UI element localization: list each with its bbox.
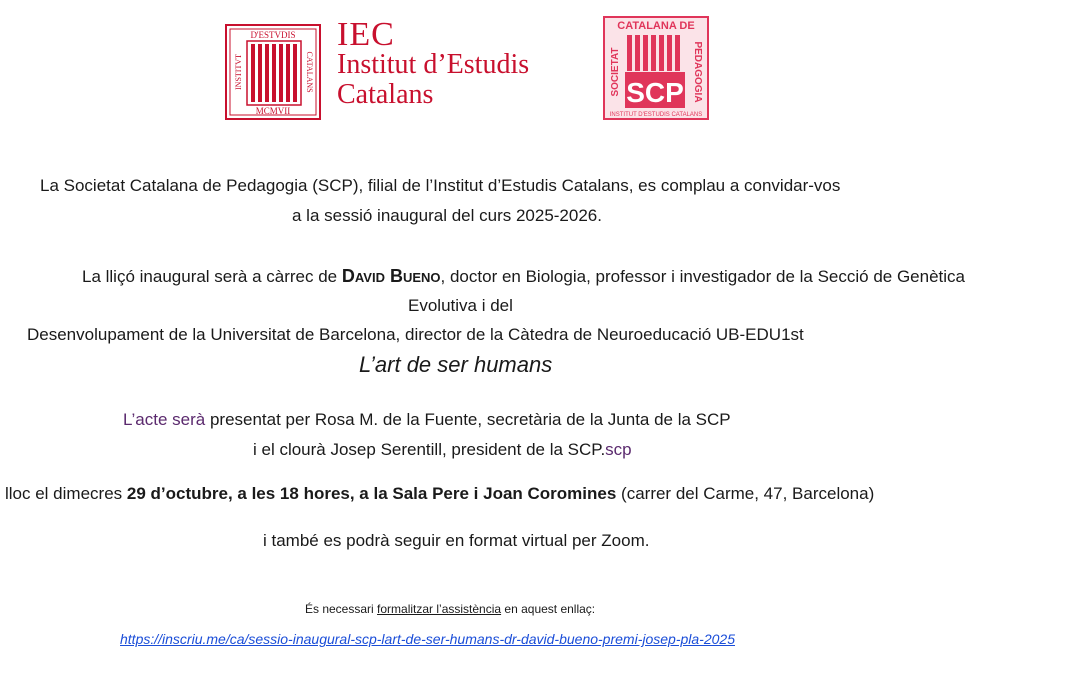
- scp-seal-icon: [603, 16, 709, 120]
- place-suffix: (carrer del Carme, 47, Barcelona): [616, 484, 875, 503]
- act-rest: presentat per Rosa M. de la Fuente, secretària de la Junta de la SCP: [205, 410, 731, 429]
- iec-name-line2: Catalans: [337, 79, 434, 110]
- lecture-title: L’art de ser humans: [359, 352, 553, 377]
- required-line: [305, 602, 595, 616]
- scp-top-text: CATALANA DE: [617, 20, 695, 32]
- iec-seal-left-text: INSTITVT: [234, 54, 243, 90]
- intro-line-2: a la sessió inaugural del curs 2025-2026.: [292, 206, 602, 225]
- required-prefix: És necessari: [305, 602, 378, 616]
- place-line: [5, 484, 874, 504]
- registration-url-link[interactable]: https://inscriu.me/ca/sessio-inaugural-scp-lart-de-ser-humans-dr-david-bueno-premi-josep-pla-2025: [120, 631, 735, 647]
- lecturer-name: David Bueno: [341, 266, 441, 286]
- register-link[interactable]: formalitzar l’assistència: [377, 602, 502, 616]
- intro-line-1: La Societat Catalana de Pedagogia (SCP), filial de l’Institut d’Estudis Catalans, es complau a convidar-vos: [40, 176, 841, 195]
- place-prefix: lloc el dimecres: [5, 484, 127, 503]
- scp-bottom-text: INSTITUT D'ESTUDIS CATALANS: [609, 112, 703, 118]
- zoom-line: i també es podrà seguir en format virtual per Zoom.: [263, 531, 650, 550]
- required-suffix: en aquest enllaç:: [501, 602, 596, 616]
- lecture-line-2: Evolutiva i del: [408, 296, 513, 315]
- lecture-line-1: [82, 266, 965, 287]
- lecture-line-3: Desenvolupament de la Universitat de Barcelona, director de la Càtedra de Neuroeducació UB-EDU1st: [27, 325, 804, 344]
- close-line: [253, 440, 632, 460]
- scp-left-text: SOCIETAT: [610, 47, 621, 97]
- iec-seal-right-text: CATALANS: [305, 51, 314, 93]
- scp-center-text: SCP: [626, 77, 684, 108]
- act-line: [123, 410, 731, 430]
- iec-seal-bottom-text: MCMVII: [255, 106, 291, 116]
- place-bold: 29 d’octubre, a les 18 hores, a la Sala Pere i Joan Coromines: [126, 484, 617, 503]
- iec-seal-top-text: D'ESTVDIS: [250, 30, 296, 40]
- scp-right-text: PEDAGOGIA: [692, 41, 703, 103]
- iec-name-line1: Institut d’Estudis: [337, 49, 530, 80]
- iec-abbr: IEC: [337, 16, 395, 53]
- iec-seal-icon: [225, 24, 321, 120]
- lecture-suffix: , doctor en Biologia, professor i investigador de la Secció de Genètica: [440, 267, 965, 286]
- lecture-prefix: La lliçó inaugural serà a càrrec de: [82, 267, 342, 286]
- close-suffix: scp: [605, 440, 632, 459]
- close-text: i el clourà Josep Serentill, president de la SCP.: [253, 440, 606, 459]
- iec-wordmark: [337, 16, 530, 110]
- act-purple: L’acte serà: [123, 410, 206, 429]
